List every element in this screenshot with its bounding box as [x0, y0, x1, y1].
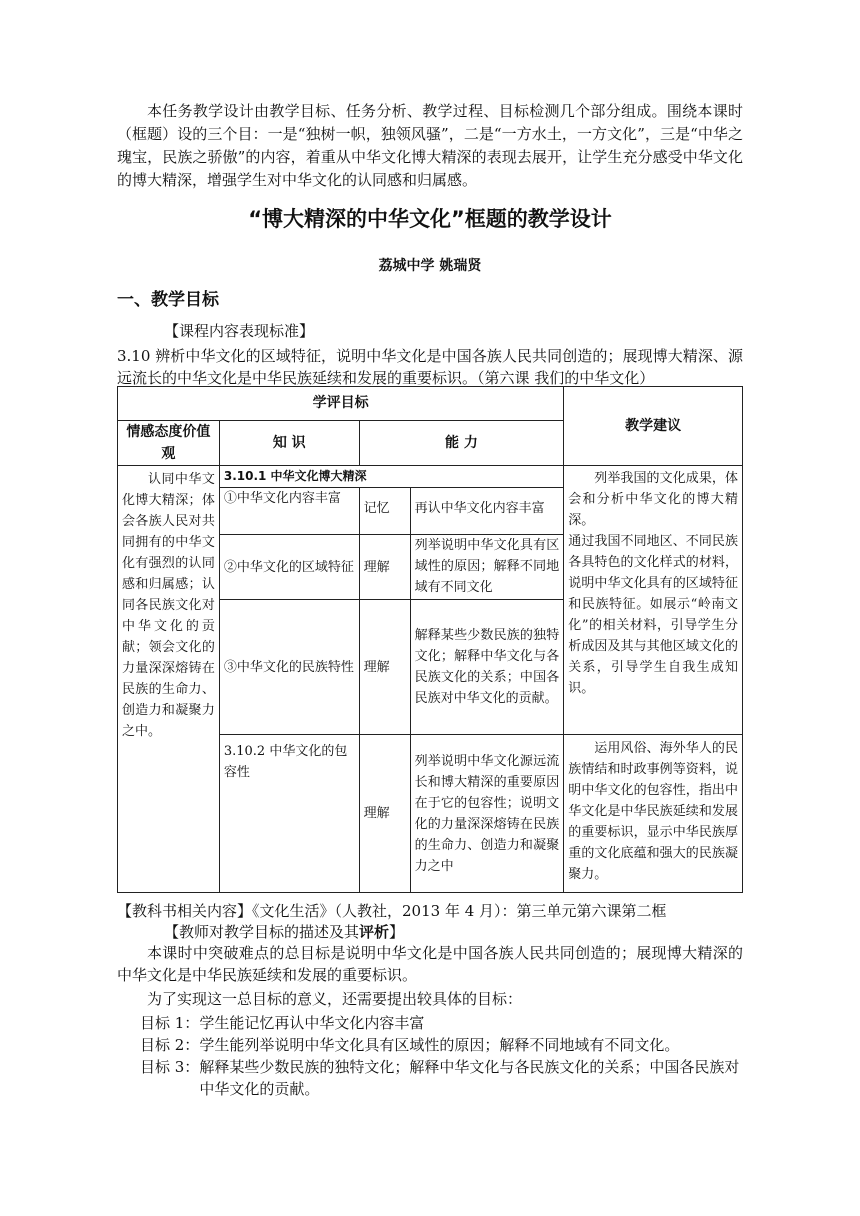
qinggan-cell: 认同中华文化博大精深；体会各族人民对共同拥有的中华文化有强烈的认同感和归属感；认同各民族文化对中华文化的贡献；领会文化的力量深深熔铸在民族的生命力、创造力和凝聚力之中。 [118, 466, 220, 893]
jianyi-1-a: 列举我国的文化成果，体会和分析中华文化的博大精深。 [568, 471, 738, 528]
goal-text: 学生能列举说明中华文化具有区域性的原因；解释不同地域有不同文化。 [199, 1036, 680, 1054]
nengli-cell: 列举说明中华文化具有区域性的原因；解释不同地域有不同文化 [410, 535, 564, 600]
nengli-cell: 再认中华文化内容丰富 [410, 488, 564, 535]
goal-label: 目标 1： [140, 1014, 200, 1032]
subheading-3-10-1: 3.10.1 中华文化博大精深 [219, 466, 563, 488]
teacher-heading-text: 【教师对教学目标的描述及其 [164, 923, 360, 941]
jianyi-cell-2: 运用风俗、海外华人的民族情结和时政事例等资料，说明中华文化的包容性，指出中华文化是中华民族延续和发展的重要标识，显示中华民族厚重的文化底蕴和强大的民族凝聚力。 [564, 735, 743, 893]
goal-label: 目标 3： [140, 1058, 200, 1076]
teacher-heading [164, 921, 744, 943]
textbook-line: 【教科书相关内容】《文化生活》（人教社，2013 年 4 月）：第三单元第六课第二框 [117, 902, 667, 920]
level-cell: 记忆 [359, 488, 410, 535]
header-xueping: 学评目标 [118, 387, 564, 421]
nengli-cell: 解释某些少数民族的独特文化；解释中华文化与各民族文化的关系；中国各民族对中华文化的贡献。 [410, 600, 564, 735]
zhishi-cell: 3.10.2 中华文化的包容性 [219, 735, 359, 893]
jianyi-1-b: 通过我国不同地区、不同民族各具特色的文化样式的材料，说明中华文化具有的区域特征和民族特征。如展示“岭南文化”的相关材料，引导学生分析成因及其与其他区域文化的关系，引导学生自我生成知识。 [568, 534, 738, 696]
header-nengli: 能 力 [359, 421, 564, 466]
teacher-heading-bracket: 】 [389, 923, 405, 941]
goal-text: 解释某些少数民族的独特文化；解释中华文化与各民族文化的关系；中国各民族对中华文化的贡献。 [199, 1058, 740, 1098]
goal-paragraph: 本课时中突破难点的总目标是说明中华文化是中国各族人民共同创造的；展现博大精深的中华文化是中华民族延续和发展的重要标识。 [117, 944, 743, 984]
author-line: 荔城中学 姚瑞贤 [378, 258, 482, 274]
level-cell: 理解 [359, 535, 410, 600]
specific-paragraph: 为了实现这一总目标的意义，还需要提出较具体的目标： [147, 990, 523, 1008]
level-cell: 理解 [359, 735, 410, 893]
section-heading: 一、教学目标 [117, 290, 219, 310]
standard-heading: 【课程内容表现标准】 [164, 322, 315, 340]
header-qinggan: 情感态度价值观 [118, 421, 220, 466]
goal-item [140, 1034, 743, 1056]
header-jiaoxue-jianyi: 教学建议 [564, 387, 743, 466]
objectives-table [117, 386, 743, 893]
nengli-cell: 列举说明中华文化源远流长和博大精深的重要原因在于它的包容性；说明文化的力量深深熔铸在民族的生命力、创造力和凝聚力之中 [410, 735, 564, 893]
standard-text: 3.10 辨析中华文化的区域特征，说明中华文化是中国各族人民共同创造的；展现博大精深、源远流长的中华文化是中华民族延续和发展的重要标识。（第六课 我们的中华文化） [117, 347, 743, 387]
goal-item [140, 1056, 743, 1100]
goal-item [140, 1012, 743, 1034]
goal-label: 目标 2： [140, 1036, 200, 1054]
document-title: “博大精深的中华文化”框题的教学设计 [248, 207, 612, 231]
zhishi-cell: ①中华文化内容丰富 [219, 488, 359, 535]
header-zhishi: 知 识 [219, 421, 359, 466]
jianyi-cell-1 [564, 466, 743, 735]
level-cell: 理解 [359, 600, 410, 735]
goal-text: 学生能记忆再认中华文化内容丰富 [199, 1014, 425, 1032]
zhishi-cell: ②中华文化的区域特征 [219, 535, 359, 600]
intro-paragraph: 本任务教学设计由教学目标、任务分析、教学过程、目标检测几个部分组成。围绕本课时（框题）设的三个目：一是“独树一帜，独领风骚”，二是“一方水土，一方文化”，三是“中华之瑰宝，民族之骄傲”的内容，着重从中华文化博大精深的表现去展开，让学生充分感受中华文化的博大精深，增强学生对中华文化的认同感和归属感。 [117, 102, 743, 189]
teacher-heading-bold: 评析 [359, 923, 390, 941]
zhishi-cell: ③中华文化的民族特性 [219, 600, 359, 735]
